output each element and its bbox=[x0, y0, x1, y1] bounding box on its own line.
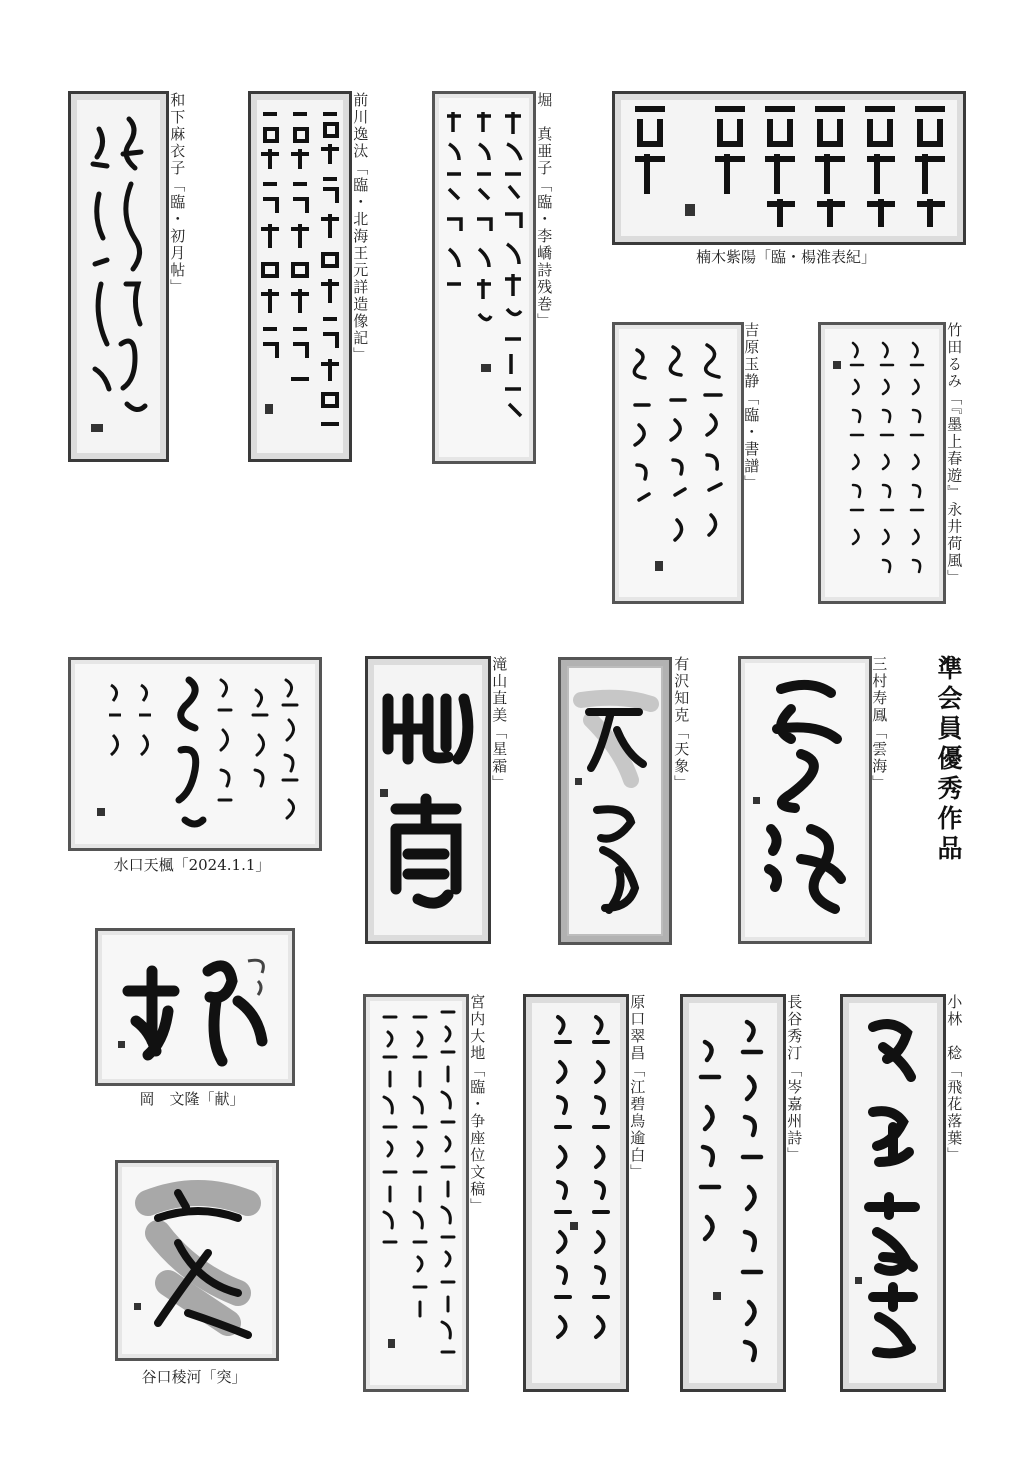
calligraphy-mizuguchi bbox=[68, 657, 322, 851]
calligraphy-arisawa bbox=[558, 657, 672, 945]
caption-washita: 和下麻衣子「臨・初月帖」 bbox=[168, 92, 187, 296]
calligraphy-yoshihara bbox=[612, 322, 744, 604]
calligraphy-takeda bbox=[818, 322, 946, 604]
caption-hori: 堀 真亜子「臨・李嶠詩残巻」 bbox=[535, 92, 554, 330]
caption-hasegawa: 長谷秀汀「岑嘉州詩」 bbox=[785, 994, 804, 1164]
calligraphy-mimura bbox=[738, 656, 872, 944]
caption-miyauchi: 宮内大地「臨・争座位文稿」 bbox=[468, 994, 487, 1215]
caption-taniguchi: 谷口稜河「突」 bbox=[141, 1368, 247, 1386]
calligraphy-taniguchi bbox=[115, 1160, 279, 1361]
calligraphy-kusunoki bbox=[612, 91, 966, 245]
calligraphy-washita bbox=[68, 91, 169, 462]
caption-mizuguchi: 水口天楓「2024.1.1」 bbox=[113, 856, 271, 874]
calligraphy-maekawa bbox=[248, 91, 352, 462]
calligraphy-takiyama bbox=[365, 656, 491, 944]
caption-arisawa: 有沢知克「天象」 bbox=[672, 656, 691, 792]
section-heading: 準会員優秀作品 bbox=[934, 655, 963, 865]
calligraphy-oka bbox=[95, 928, 295, 1086]
calligraphy-kobayashi bbox=[840, 994, 946, 1392]
caption-haraguchi: 原口翠昌「江碧鳥逾白」 bbox=[628, 994, 647, 1181]
caption-oka: 岡 文隆「献」 bbox=[139, 1090, 245, 1108]
calligraphy-miyauchi bbox=[363, 994, 469, 1392]
caption-takeda: 竹田るみ「『墨上春遊』永井荷風」 bbox=[945, 322, 964, 587]
caption-maekawa: 前川逸汰「臨・北海王元詳造像記」 bbox=[351, 92, 370, 364]
caption-mimura: 三村寿鳳「雲海」 bbox=[870, 656, 889, 792]
calligraphy-haraguchi bbox=[523, 994, 629, 1392]
calligraphy-hasegawa bbox=[680, 994, 786, 1392]
caption-kobayashi: 小林 稔「飛花落葉」 bbox=[945, 994, 964, 1164]
calligraphy-hori bbox=[432, 91, 536, 464]
caption-kusunoki: 楠木紫陽「臨・楊淮表紀」 bbox=[695, 248, 876, 266]
caption-yoshihara: 吉原玉静「臨・書譜」 bbox=[742, 322, 761, 492]
caption-takiyama: 滝山直美「星霜」 bbox=[490, 656, 509, 792]
